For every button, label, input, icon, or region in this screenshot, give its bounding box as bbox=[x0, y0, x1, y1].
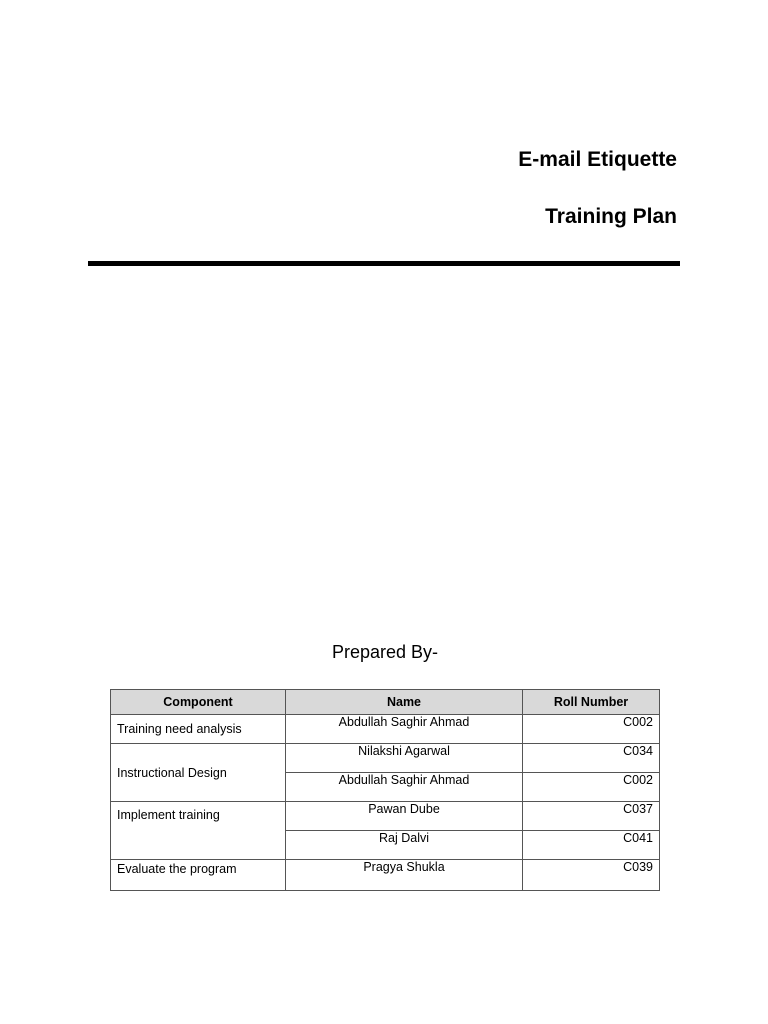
name-cell: Raj Dalvi bbox=[286, 831, 523, 860]
roll-number-cell: C041 bbox=[523, 831, 660, 860]
component-cell: Implement training bbox=[111, 802, 286, 860]
component-cell: Evaluate the program bbox=[111, 860, 286, 891]
team-table bbox=[110, 689, 660, 891]
table-row bbox=[111, 715, 660, 744]
document-subtitle: Training Plan bbox=[545, 205, 677, 228]
title-divider bbox=[88, 261, 680, 266]
component-cell: Training need analysis bbox=[111, 715, 286, 744]
component-cell: Instructional Design bbox=[111, 744, 286, 802]
header-roll-number: Roll Number bbox=[523, 690, 660, 715]
name-cell: Pawan Dube bbox=[286, 802, 523, 831]
roll-number-cell: C034 bbox=[523, 744, 660, 773]
roll-number-cell: C039 bbox=[523, 860, 660, 891]
prepared-by-label: Prepared By- bbox=[331, 642, 439, 662]
name-cell: Abdullah Saghir Ahmad bbox=[286, 715, 523, 744]
table-header-row bbox=[111, 690, 660, 715]
roll-number-cell: C002 bbox=[523, 715, 660, 744]
document-title: E-mail Etiquette bbox=[518, 148, 677, 171]
name-cell: Nilakshi Agarwal bbox=[286, 744, 523, 773]
header-component: Component bbox=[111, 690, 286, 715]
table-row bbox=[111, 802, 660, 831]
name-cell: Pragya Shukla bbox=[286, 860, 523, 891]
name-cell: Abdullah Saghir Ahmad bbox=[286, 773, 523, 802]
header-name: Name bbox=[286, 690, 523, 715]
table-row bbox=[111, 860, 660, 891]
table-row bbox=[111, 744, 660, 773]
roll-number-cell: C002 bbox=[523, 773, 660, 802]
roll-number-cell: C037 bbox=[523, 802, 660, 831]
